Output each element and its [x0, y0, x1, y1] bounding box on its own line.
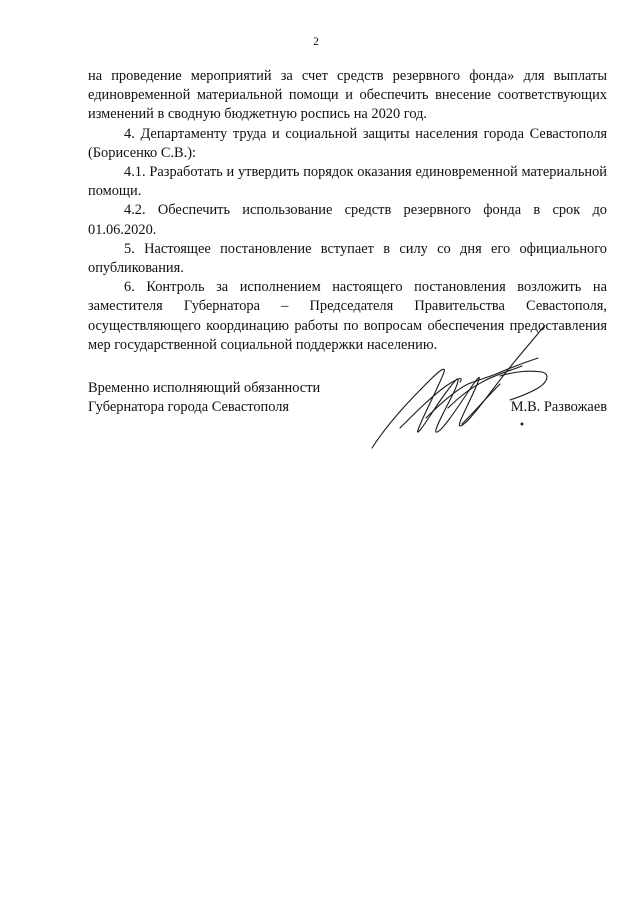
paragraph-item-4: 4. Департаменту труда и социальной защиты населения города Севастополя (Борисенко С.В.):: [88, 125, 607, 161]
signatory-position-line-2: Губернатора города Севастополя: [88, 399, 290, 416]
signatory-name: М.В. Развожаев: [510, 399, 607, 416]
page-number: 2: [313, 36, 319, 48]
paragraph-item-6: 6. Контроль за исполнением настоящего постановления возложить на заместителя Губернатора – Председателя Правительства Севастополя, осуществляющего координацию работы по вопросам обеспечения предоставления мер государственной социальной поддержки населению.: [88, 279, 607, 353]
handwritten-signature: [360, 300, 560, 460]
paragraph-item-5: 5. Настоящее постановление вступает в силу со дня его официального опубликования.: [88, 240, 607, 277]
paragraph-continuation: на проведение мероприятий за счет средств резервного фонда» для выплаты единовременной материальной помощи и обеспечить внесение соответствующих изменений в сводную бюджетную роспись на 2020 год.: [88, 68, 607, 123]
signatory-position-line-1: Временно исполняющий обязанности: [88, 380, 321, 396]
paragraph-item-4-2: 4.2. Обеспечить использование средств резервного фонда в срок до 01.06.2020.: [88, 202, 607, 238]
paragraph-item-4-1: 4.1. Разработать и утвердить порядок оказания единовременной материальной помощи.: [88, 164, 607, 200]
